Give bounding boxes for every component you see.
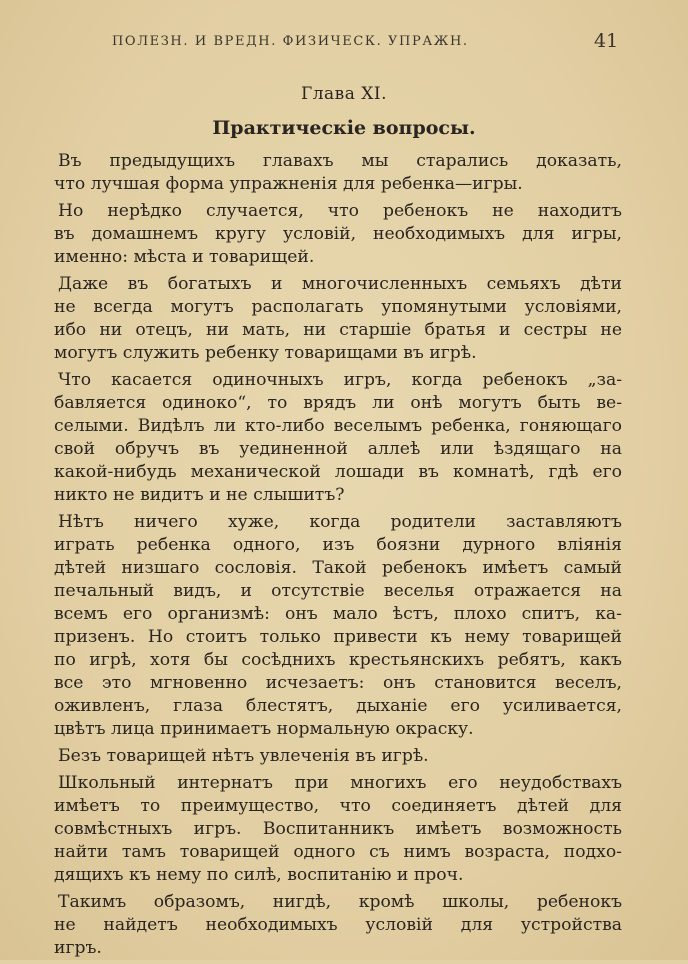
- text-line: по игрѣ, хотя бы сосѣднихъ крестьянскихъ ребятъ, какъ: [54, 650, 622, 670]
- text-line: призенъ. Но стоитъ только привести къ нему товарищей: [54, 627, 622, 647]
- text-line: имѣетъ то преимущество, что соединяетъ дѣтей для: [54, 796, 622, 816]
- text-line: оживленъ, глаза блестятъ, дыханіе его усиливается,: [54, 696, 622, 716]
- text-line: свой обручъ въ уединенной аллеѣ или ѣздящаго на: [54, 439, 622, 459]
- text-line: что лучшая форма упражненія для ребенка—игры.: [54, 174, 523, 194]
- text-line: какой-нибудь механической лошади въ комнатѣ, гдѣ его: [54, 462, 622, 482]
- chapter-title: Практическіе вопросы.: [212, 117, 476, 139]
- paragraph: [54, 511, 622, 741]
- text-line: не найдетъ необходимыхъ условій для устройства: [54, 915, 622, 935]
- text-line: Нѣтъ ничего хуже, когда родители заставляютъ: [58, 512, 622, 532]
- text-line: ибо ни отецъ, ни мать, ни старшіе братья и сестры не: [54, 320, 622, 340]
- paragraph: [54, 369, 622, 507]
- body-text: [54, 150, 622, 964]
- paragraph: [54, 273, 622, 365]
- text-line: селыми. Видѣлъ ли кто-либо веселымъ ребенка, гоняющаго: [54, 416, 622, 436]
- text-line: играть ребенка одного, изъ боязни дурного вліянія: [54, 535, 622, 555]
- paragraph: [54, 150, 622, 196]
- paragraph: [54, 772, 622, 887]
- text-line: Даже въ богатыхъ и многочисленныхъ семьяхъ дѣти: [58, 274, 622, 294]
- text-line: могутъ служить ребенку товарищами въ игрѣ.: [54, 343, 477, 363]
- text-line: Что касается одиночныхъ игръ, когда ребенокъ „за-: [58, 370, 622, 390]
- text-line: цвѣтъ лица принимаетъ нормальную окраску.: [54, 719, 474, 739]
- chapter-label: Глава XI.: [300, 84, 388, 104]
- text-line: никто не видитъ и не слышитъ?: [54, 485, 345, 505]
- text-line: Такимъ образомъ, нигдѣ, кромѣ школы, ребенокъ: [58, 892, 622, 912]
- paragraph: [54, 745, 622, 768]
- text-line: печальный видъ, и отсутствіе веселья отражается на: [54, 581, 622, 601]
- text-line: Школьный интернатъ при многихъ его неудобствахъ: [58, 773, 622, 793]
- text-line: дящихъ къ нему по силѣ, воспитанію и проч.: [54, 865, 464, 885]
- text-line: Въ предыдущихъ главахъ мы старались доказать,: [58, 151, 622, 171]
- text-line: Безъ товарищей нѣтъ увлеченія въ игрѣ.: [58, 746, 429, 766]
- text-line: всемъ его организмѣ: онъ мало ѣстъ, плохо спитъ, ка-: [54, 604, 622, 624]
- text-line: все это мгновенно исчезаетъ: онъ становится веселъ,: [54, 673, 622, 693]
- running-head: ПОЛЕЗН. И ВРЕДН. ФИЗИЧЕСК. УПРАЖН.: [112, 34, 469, 49]
- paragraph: [54, 891, 622, 960]
- text-line: не всегда могутъ располагать упомянутыми условіями,: [54, 297, 622, 317]
- text-line: игръ.: [54, 938, 102, 958]
- text-line: бавляется одиноко“, то врядъ ли онѣ могутъ быть ве-: [54, 393, 622, 413]
- text-line: найти тамъ товарищей одного съ нимъ возраста, подхо-: [54, 842, 622, 862]
- text-line: дѣтей низшаго сословія. Такой ребенокъ имѣетъ самый: [54, 558, 622, 578]
- text-line: именно: мѣста и товарищей.: [54, 247, 315, 267]
- page-number: 41: [594, 30, 619, 52]
- paragraph: [54, 200, 622, 269]
- text-line: въ домашнемъ кругу условій, необходимыхъ для игры,: [54, 224, 622, 244]
- text-line: Но нерѣдко случается, что ребенокъ не находитъ: [58, 201, 622, 221]
- text-line: совмѣстныхъ игръ. Воспитанникъ имѣетъ возможность: [54, 819, 622, 839]
